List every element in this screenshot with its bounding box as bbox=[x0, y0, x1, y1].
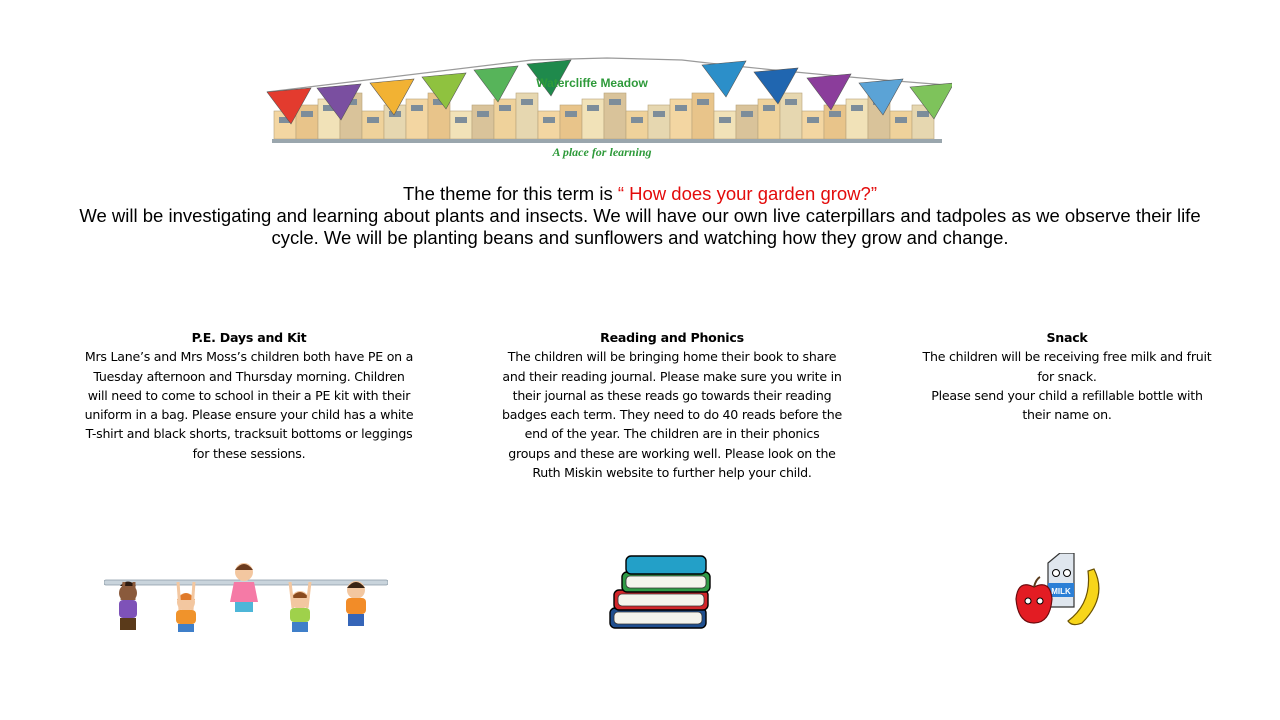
building-window bbox=[411, 105, 423, 111]
building-window bbox=[631, 117, 643, 123]
building-block bbox=[472, 105, 494, 139]
banner-ground bbox=[272, 139, 942, 143]
building-window bbox=[455, 117, 467, 123]
building-window bbox=[851, 105, 863, 111]
theme-line bbox=[0, 183, 1280, 205]
theme-section bbox=[0, 183, 1280, 249]
building-window bbox=[719, 117, 731, 123]
building-block bbox=[736, 105, 758, 139]
reading-section bbox=[502, 328, 842, 482]
building-window bbox=[565, 111, 577, 117]
building-window bbox=[763, 105, 775, 111]
building-block bbox=[560, 105, 582, 139]
school-buildings bbox=[272, 93, 942, 143]
reading-body: The children will be bringing home their book to share and their reading journal. Please make sure you write in their journal as these reads go towards their reading badges each term. They need to do 40 reads before the end of the year. The children are in their phonics groups and these are working well. Please look on the Ruth Miskin website to further help your child. bbox=[502, 349, 842, 481]
book bbox=[622, 572, 710, 592]
building-block bbox=[648, 105, 670, 139]
snack-line-1: The children will be receiving free milk and fruit for snack. bbox=[922, 349, 1212, 384]
building-window bbox=[829, 111, 841, 117]
pennant-flag bbox=[807, 74, 851, 110]
building-window bbox=[785, 99, 797, 105]
pe-body: Mrs Lane’s and Mrs Moss’s children both have PE on a Tuesday afternoon and Thursday morning. Children will need to come to school in their a PE kit with their uniform in a bag. Please ensure your child has a white T-shirt and black shorts, tracksuit bottoms or leggings for these sessions. bbox=[84, 349, 414, 461]
building-window bbox=[653, 111, 665, 117]
pennant-flag bbox=[474, 66, 518, 102]
child-figure bbox=[176, 582, 196, 632]
building-block bbox=[626, 111, 648, 139]
children-hanging-on-bar-image bbox=[104, 560, 388, 636]
building-block bbox=[296, 105, 318, 139]
building-window bbox=[587, 105, 599, 111]
child-figure bbox=[346, 581, 366, 626]
building-window bbox=[807, 117, 819, 123]
theme-title: “ How does your garden grow?” bbox=[617, 183, 877, 204]
apple-milk-banana-image bbox=[1012, 553, 1108, 629]
building-window bbox=[543, 117, 555, 123]
building-block bbox=[890, 111, 912, 139]
pe-heading: P.E. Days and Kit bbox=[191, 330, 307, 345]
book bbox=[610, 608, 706, 628]
child-figure bbox=[230, 563, 258, 612]
building-window bbox=[521, 99, 533, 105]
apple-icon bbox=[1016, 577, 1052, 623]
snack-section bbox=[922, 328, 1212, 424]
building-window bbox=[609, 99, 621, 105]
child-figure bbox=[290, 582, 310, 632]
building-window bbox=[741, 111, 753, 117]
building-window bbox=[895, 117, 907, 123]
snack-line-2: Please send your child a refillable bottle with their name on. bbox=[931, 387, 1203, 423]
pennant-flag bbox=[702, 61, 746, 97]
reading-heading: Reading and Phonics bbox=[600, 330, 744, 345]
building-window bbox=[697, 99, 709, 105]
child-figure bbox=[119, 582, 137, 631]
svg-text:MILK: MILK bbox=[1051, 587, 1071, 596]
school-name: Watercliffe Meadow bbox=[536, 76, 648, 90]
school-banner bbox=[262, 55, 952, 165]
theme-description: We will be investigating and learning about plants and insects. We will have our own live caterpillars and tadpoles as we observe their life cycle. We will be planting beans and sunflowers and watching how they grow and change. bbox=[79, 205, 1201, 248]
pe-section bbox=[84, 328, 414, 463]
school-tagline: A place for learning bbox=[552, 145, 652, 159]
building-block bbox=[362, 111, 384, 139]
book bbox=[626, 556, 706, 574]
building-window bbox=[367, 117, 379, 123]
building-window bbox=[917, 111, 929, 117]
building-block bbox=[824, 105, 846, 139]
building-window bbox=[499, 105, 511, 111]
building-window bbox=[477, 111, 489, 117]
building-block bbox=[450, 111, 472, 139]
snack-heading: Snack bbox=[1046, 330, 1088, 345]
building-window bbox=[301, 111, 313, 117]
stack-of-books-image bbox=[600, 550, 722, 636]
building-block bbox=[538, 111, 560, 139]
building-window bbox=[675, 105, 687, 111]
book bbox=[614, 590, 708, 610]
building-block bbox=[802, 111, 824, 139]
building-block bbox=[714, 111, 736, 139]
theme-intro: The theme for this term is bbox=[402, 183, 618, 204]
